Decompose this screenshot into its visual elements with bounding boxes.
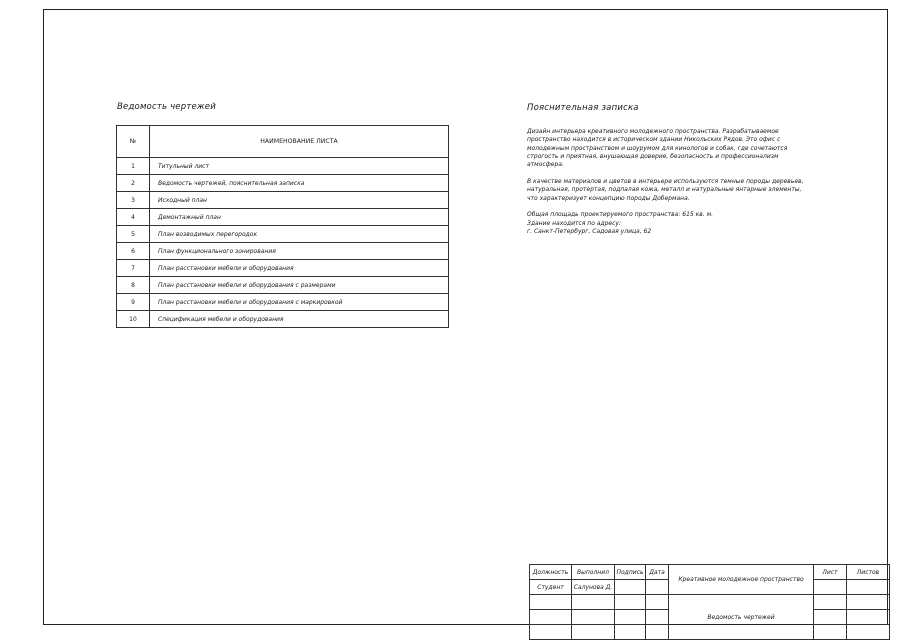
row-sheet-name: План возводимых перегородок bbox=[150, 226, 449, 243]
note-line: Дизайн интерьера креативного молодежного пространства. Разрабатываемое bbox=[527, 128, 779, 135]
note-line: Здание находится по адресу: bbox=[527, 219, 621, 227]
drawings-list-title: Ведомость чертежей bbox=[117, 102, 216, 112]
sheet-label: Лист bbox=[814, 565, 847, 580]
sheet-number-cell bbox=[814, 580, 847, 595]
signature-header: Подпись bbox=[615, 565, 646, 580]
position-header: Должность bbox=[530, 565, 572, 580]
empty-cell bbox=[847, 610, 890, 625]
performed-header: Выполнил bbox=[572, 565, 615, 580]
signature-cell bbox=[615, 580, 646, 595]
note-line: В качестве материалов и цветов в интерьере используются темные породы деревьев, bbox=[527, 177, 804, 185]
empty-cell bbox=[814, 595, 847, 610]
table-header-row bbox=[117, 126, 449, 158]
table-row bbox=[117, 277, 449, 294]
row-number: 3 bbox=[117, 192, 150, 209]
row-number: 1 bbox=[117, 158, 150, 175]
empty-cell bbox=[646, 610, 669, 625]
note-paragraph bbox=[527, 211, 837, 236]
empty-cell bbox=[847, 625, 890, 640]
empty-cell bbox=[530, 595, 572, 610]
table-row bbox=[117, 192, 449, 209]
row-number: 2 bbox=[117, 175, 150, 192]
title-block bbox=[529, 564, 890, 640]
empty-cell bbox=[615, 610, 646, 625]
table-row bbox=[117, 175, 449, 192]
row-sheet-name: Демонтажный план bbox=[150, 209, 449, 226]
table-row bbox=[117, 311, 449, 328]
row-sheet-name: План расстановки мебели и оборудования с размерами bbox=[150, 277, 449, 294]
row-sheet-name: План функционального зонирования bbox=[150, 243, 449, 260]
header-number: № bbox=[117, 126, 150, 158]
row-sheet-name: Титульный лист bbox=[150, 158, 449, 175]
project-name: Креативное молодежное пространство bbox=[669, 565, 814, 595]
title-block-row bbox=[530, 595, 890, 610]
sheets-total-cell bbox=[847, 580, 890, 595]
role-value: Студент bbox=[530, 580, 572, 595]
note-line: пространство находится в историческом здании Никольских Рядов. Это офис с bbox=[527, 136, 781, 144]
empty-cell bbox=[615, 595, 646, 610]
note-line: молодежным пространством и шоурумом для кинологов и собак, где сочетаются bbox=[527, 144, 788, 152]
sheets-total-label: Листов bbox=[847, 565, 890, 580]
note-line: строгость и приятная, внушающая доверие, безопасность и профессионализм bbox=[527, 152, 779, 160]
row-number: 5 bbox=[117, 226, 150, 243]
table-row bbox=[117, 158, 449, 175]
note-line: атмосфера. bbox=[527, 161, 564, 169]
empty-cell bbox=[646, 625, 669, 640]
row-number: 6 bbox=[117, 243, 150, 260]
table-row bbox=[117, 294, 449, 311]
empty-cell bbox=[572, 610, 615, 625]
empty-cell bbox=[847, 595, 890, 610]
date-cell bbox=[646, 580, 669, 595]
title-block-row bbox=[530, 565, 890, 580]
explanatory-note-title: Пояснительная записка bbox=[527, 103, 639, 113]
note-line: натуральная, протертая, подпалая кожа, металл и натуральные янтарные элементы, bbox=[527, 186, 802, 194]
note-paragraph bbox=[527, 178, 837, 203]
row-number: 9 bbox=[117, 294, 150, 311]
document-name: Ведомость чертежей bbox=[669, 595, 814, 640]
note-paragraph bbox=[527, 128, 837, 169]
row-sheet-name: Спецификация мебели и оборудования bbox=[150, 311, 449, 328]
empty-cell bbox=[530, 610, 572, 625]
row-sheet-name: План расстановки мебели и оборудования bbox=[150, 260, 449, 277]
empty-cell bbox=[572, 625, 615, 640]
row-sheet-name: Ведомость чертежей, пояснительная записка bbox=[150, 175, 449, 192]
table-row bbox=[117, 226, 449, 243]
row-number: 4 bbox=[117, 209, 150, 226]
drawings-list-table bbox=[116, 125, 449, 328]
header-sheet-name: НАИМЕНОВАНИЕ ЛИСТА bbox=[150, 126, 449, 158]
row-number: 10 bbox=[117, 311, 150, 328]
empty-cell bbox=[530, 625, 572, 640]
row-number: 8 bbox=[117, 277, 150, 294]
note-line: что характеризует концепцию породы Добермана. bbox=[527, 194, 690, 202]
row-number: 7 bbox=[117, 260, 150, 277]
explanatory-note-body bbox=[527, 128, 837, 245]
empty-cell bbox=[646, 595, 669, 610]
empty-cell bbox=[814, 625, 847, 640]
note-line: Общая площадь проектируемого пространства: 615 кв. м. bbox=[527, 211, 714, 219]
performer-name: Салунова Д. bbox=[572, 580, 615, 595]
empty-cell bbox=[572, 595, 615, 610]
note-line: г. Санкт-Петербург, Садовая улица, 62 bbox=[527, 227, 652, 235]
table-row bbox=[117, 209, 449, 226]
row-sheet-name: Исходный план bbox=[150, 192, 449, 209]
table-row bbox=[117, 243, 449, 260]
date-header: Дата bbox=[646, 565, 669, 580]
table-row bbox=[117, 260, 449, 277]
row-sheet-name: План расстановки мебели и оборудования с маркировкой bbox=[150, 294, 449, 311]
empty-cell bbox=[814, 610, 847, 625]
empty-cell bbox=[615, 625, 646, 640]
